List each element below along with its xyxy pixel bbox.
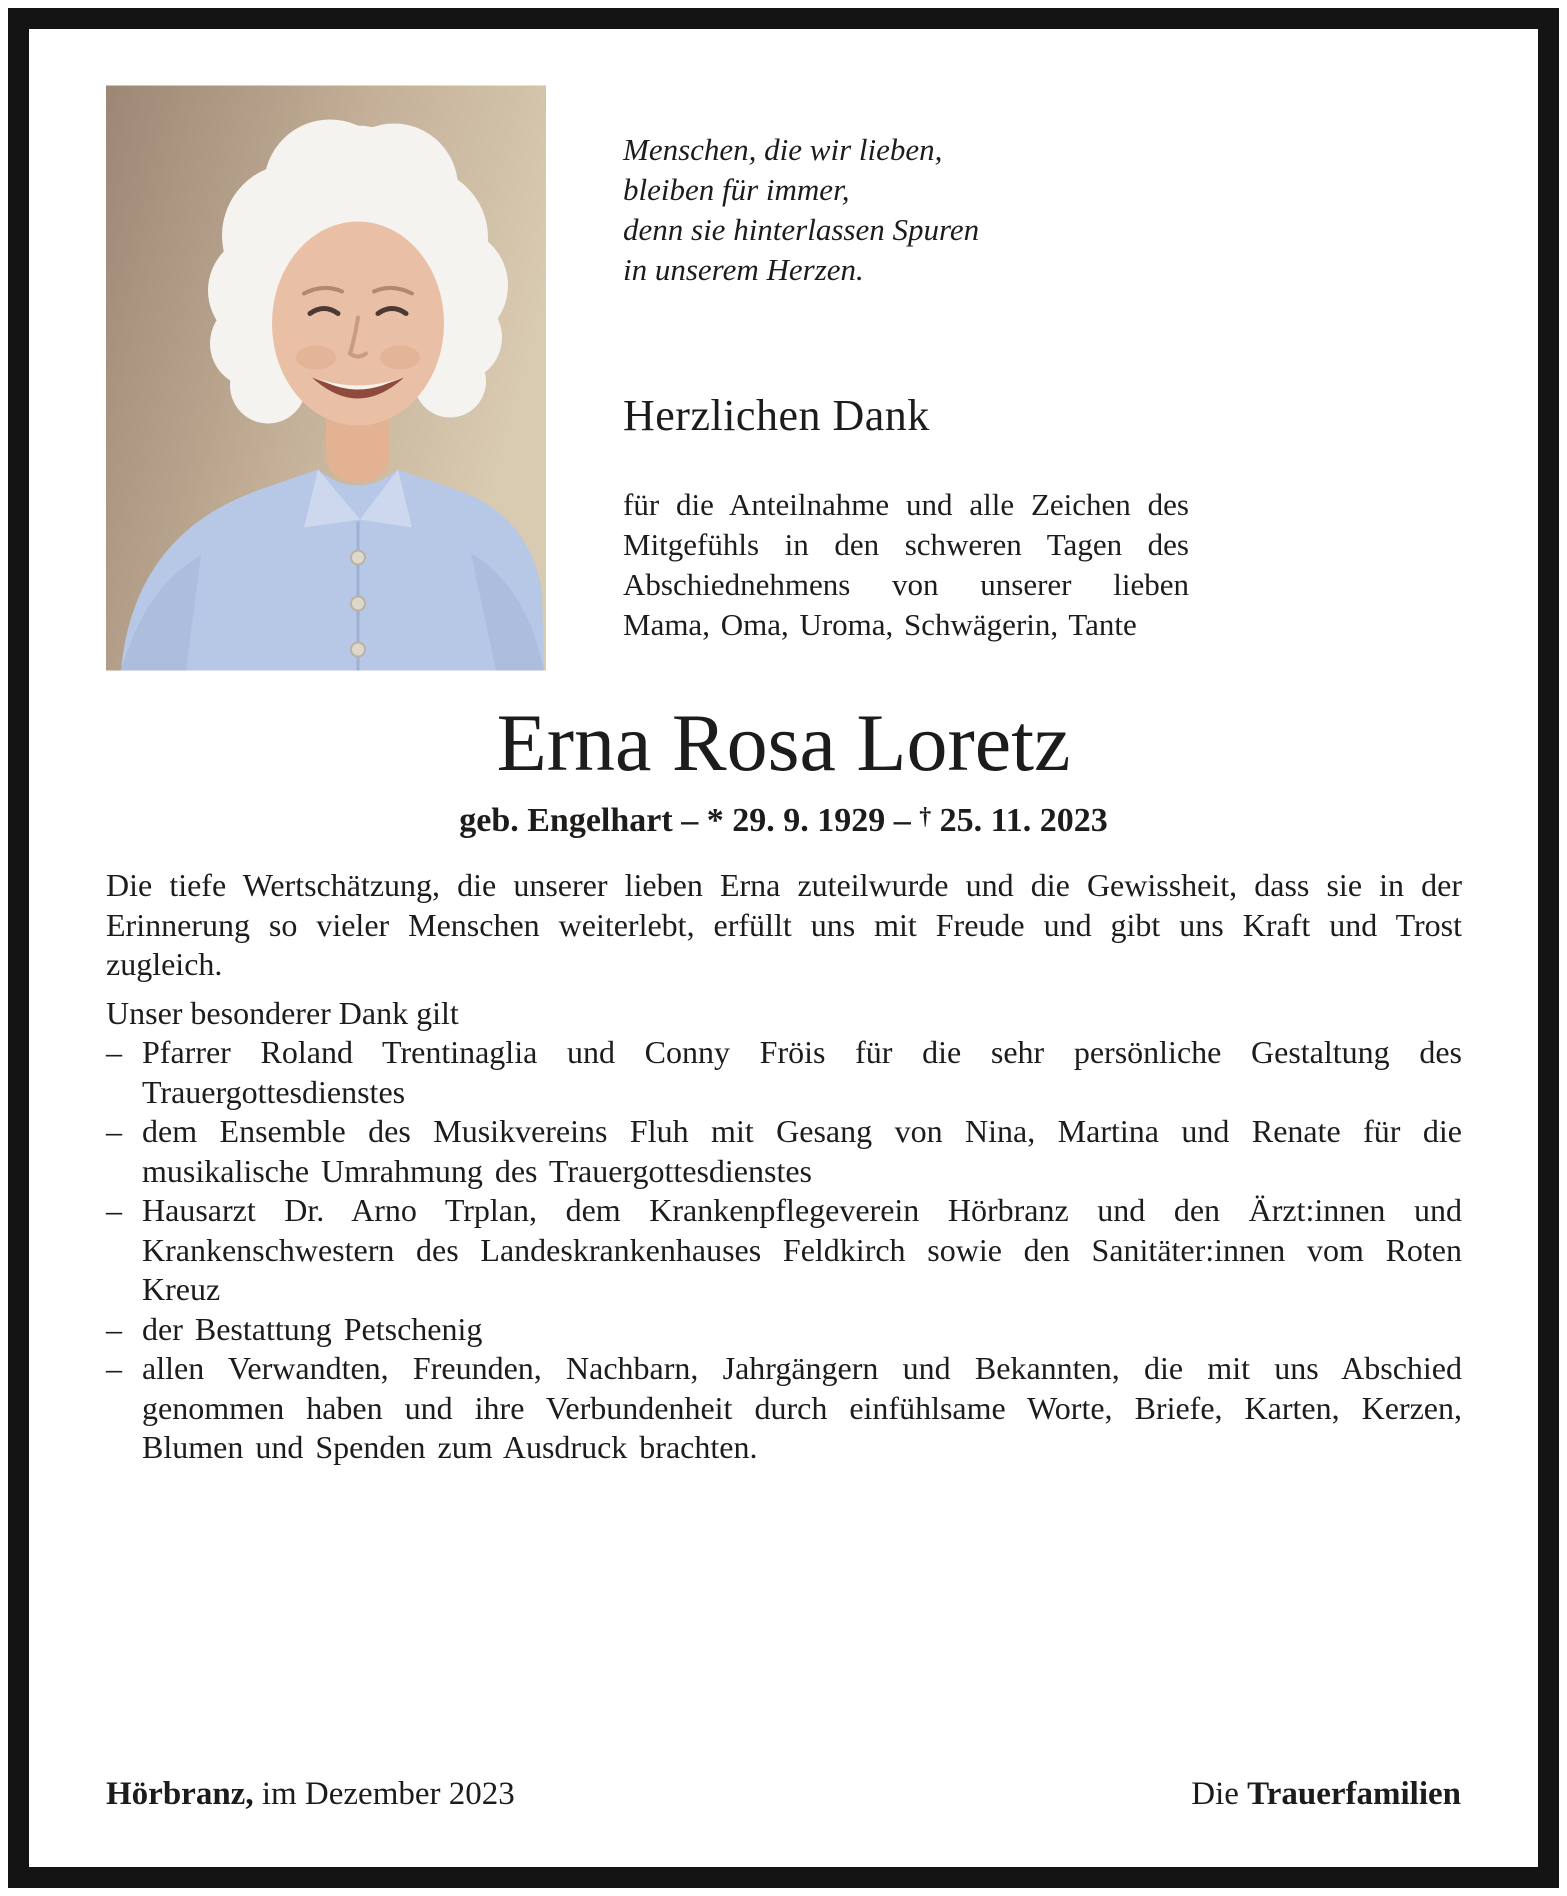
quote-line: denn sie hinterlassen Spuren xyxy=(623,212,980,247)
bullet-dash: – xyxy=(106,1113,122,1149)
acknowledgement-text: Hausarzt Dr. Arno Trplan, dem Krankenpflegeverein Hörbranz und den Ärzt:innen und Krankenschwestern des Landeskrankenhauses Feldkirch sowie den Sanitäter:innen vom Roten Kreuz xyxy=(142,1192,1462,1307)
deceased-name: Erna Rosa Loretz xyxy=(496,697,1071,788)
list-item xyxy=(106,1310,1462,1350)
list-item xyxy=(106,1191,1462,1310)
list-item xyxy=(106,1349,1462,1468)
list-item xyxy=(106,1112,1462,1191)
bullet-dash: – xyxy=(106,1034,122,1070)
appreciation-paragraph: Die tiefe Wertschätzung, die unserer lieben Erna zuteilwurde und die Gewissheit, dass sie in der Erinnerung so vieler Menschen weiterlebt, erfüllt uns mit Freude und gibt uns Kraft und Trost zugleich. xyxy=(106,867,1462,982)
thanks-paragraph: für die Anteilnahme und alle Zeichen des Mitgefühls in den schweren Tagen des Abschiednehmens von unserer lieben Mama, Oma, Uroma, Schwägerin, Tante xyxy=(623,487,1189,642)
portrait-photo xyxy=(106,85,546,671)
thank-you-heading: Herzlichen Dank xyxy=(623,391,930,440)
bullet-dash: – xyxy=(106,1350,122,1386)
acknowledgement-text: der Bestattung Petschenig xyxy=(142,1310,483,1347)
quote-line: Menschen, die wir lieben, xyxy=(623,132,943,167)
place-label: Hörbranz, xyxy=(106,1776,254,1812)
portrait-illustration xyxy=(106,85,546,671)
birth-death-line xyxy=(0,802,1567,840)
vitals-prefix: geb. Engelhart – * 29. 9. 1929 – xyxy=(459,802,920,839)
signature-line xyxy=(1191,1776,1461,1813)
bullet-dash: – xyxy=(106,1310,122,1347)
bullet-dash: – xyxy=(106,1192,122,1228)
footer xyxy=(106,1776,1461,1813)
thanks-intro-line: Unser besonderer Dank gilt xyxy=(106,994,459,1031)
place-date-line xyxy=(106,1776,515,1813)
signature-prefix: Die xyxy=(1191,1776,1248,1812)
dagger-symbol: † xyxy=(919,804,932,830)
memorial-quote xyxy=(623,130,979,290)
quote-line: bleiben für immer, xyxy=(623,172,850,207)
body-text xyxy=(106,866,1462,1468)
death-date: 25. 11. 2023 xyxy=(931,802,1108,839)
list-item xyxy=(106,1033,1462,1112)
acknowledgement-text: Pfarrer Roland Trentinaglia und Conny Fröis für die sehr persönliche Gestaltung des Trauergottesdienstes xyxy=(142,1034,1462,1110)
date-label: im Dezember 2023 xyxy=(253,1776,515,1812)
acknowledgement-text: allen Verwandten, Freunden, Nachbarn, Jahrgängern und Bekannten, die mit uns Abschied genommen haben und ihre Verbundenheit durch einfühlsame Worte, Briefe, Karten, Kerzen, Blumen und Spenden zum Ausdruck brachten. xyxy=(142,1350,1462,1465)
signature-families: Trauerfamilien xyxy=(1247,1776,1461,1812)
quote-line: in unserem Herzen. xyxy=(623,252,864,287)
acknowledgement-text: dem Ensemble des Musikvereins Fluh mit Gesang von Nina, Martina und Renate für die musikalische Umrahmung des Trauergottesdienstes xyxy=(142,1113,1462,1189)
